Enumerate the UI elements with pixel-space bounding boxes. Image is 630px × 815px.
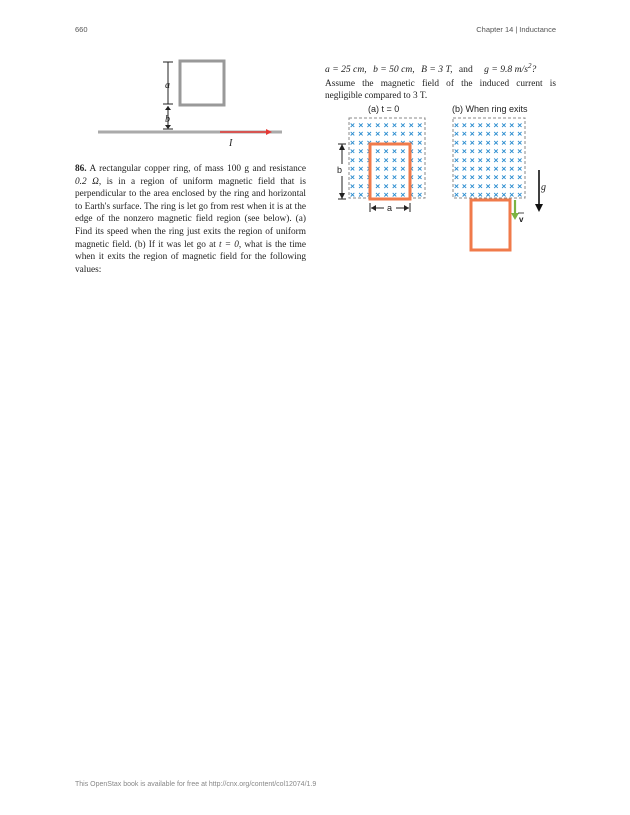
field-cross: ×: [469, 137, 475, 148]
value-g-group: [484, 62, 536, 75]
value-B: B = 3 T,: [421, 64, 453, 76]
field-cross: ×: [392, 180, 397, 191]
question-mark: ?: [531, 64, 537, 76]
field-cross: ×: [375, 172, 381, 183]
field-cross: ×: [408, 163, 414, 174]
field-cross: ×: [383, 172, 389, 183]
field-cross: ×: [417, 172, 423, 183]
field-cross: ×: [461, 146, 467, 157]
and-word: and: [458, 64, 473, 76]
field-cross: ×: [358, 154, 364, 165]
field-cross: ×: [400, 163, 406, 174]
field-cross: ×: [358, 163, 364, 174]
field-cross: ×: [501, 146, 507, 157]
field-cross: ×: [350, 128, 355, 139]
field-cross: ×: [461, 137, 467, 148]
field-cross: ×: [477, 172, 483, 183]
footer-note: This OpenStax book is available for free at http://cnx.org/content/col12074/1.9: [75, 781, 317, 788]
field-cross: ×: [517, 137, 523, 148]
field-cross: ×: [509, 180, 515, 191]
field-cross: ×: [408, 128, 414, 139]
page-number: 660: [75, 25, 88, 34]
field-cross: ×: [366, 146, 372, 157]
field-cross: ×: [493, 180, 499, 191]
field-cross: ×: [469, 146, 475, 157]
field-cross: ×: [383, 120, 389, 130]
field-cross: ×: [469, 120, 475, 130]
field-cross: ×: [358, 128, 364, 139]
field-cross: ×: [392, 128, 397, 139]
label-a: a: [165, 80, 170, 91]
field-cross: ×: [509, 146, 515, 157]
field-cross: ×: [400, 180, 406, 191]
label-b: b: [165, 114, 170, 125]
field-cross: ×: [493, 189, 499, 200]
field-cross: ×: [477, 180, 483, 191]
field-cross: ×: [350, 120, 355, 130]
field-cross: ×: [350, 189, 355, 200]
current-arrow-head: [266, 129, 272, 135]
field-cross: ×: [366, 137, 372, 148]
field-cross: ×: [375, 128, 381, 139]
field-cross: ×: [485, 146, 491, 157]
field-cross: ×: [350, 137, 355, 148]
field-cross: ×: [469, 128, 475, 139]
field-cross: ×: [461, 180, 467, 191]
field-cross: ×: [493, 163, 499, 174]
value-g: g = 9.8 m/s: [484, 64, 528, 76]
arrow-head: [339, 193, 345, 199]
assumption-text: Assume the magnetic field of the induced current is negligible compared to 3 T.: [325, 79, 556, 102]
field-cross: ×: [509, 163, 515, 174]
label-a: a: [387, 203, 393, 213]
field-cross: ×: [417, 180, 423, 191]
field-cross: ×: [383, 180, 389, 191]
field-cross: ×: [477, 189, 483, 200]
field-cross: ×: [517, 180, 523, 191]
field-cross: ×: [366, 189, 372, 200]
field-cross: ×: [366, 163, 372, 174]
field-cross: ×: [477, 146, 483, 157]
ring-field-figure: [330, 100, 556, 260]
field-cross: ×: [358, 120, 364, 130]
field-cross: ×: [358, 137, 364, 148]
field-cross: ×: [517, 146, 523, 157]
field-cross: ×: [417, 137, 423, 148]
field-cross: ×: [485, 172, 491, 183]
caption-a: (a) t = 0: [368, 104, 400, 114]
header-separator: |: [515, 25, 518, 34]
field-cross: ×: [400, 120, 406, 130]
field-cross: ×: [461, 154, 467, 165]
field-cross: ×: [375, 137, 381, 148]
arrow-head: [165, 106, 171, 110]
field-crosses-b: [454, 120, 522, 200]
field-cross: ×: [383, 154, 389, 165]
field-cross: ×: [517, 128, 523, 139]
field-cross: ×: [408, 180, 414, 191]
values-equation: [325, 62, 556, 75]
field-cross: ×: [383, 189, 389, 200]
field-cross: ×: [517, 163, 523, 174]
field-cross: ×: [485, 120, 491, 130]
field-cross: ×: [454, 128, 459, 139]
field-cross: ×: [400, 137, 406, 148]
field-cross: ×: [509, 120, 515, 130]
field-cross: ×: [383, 137, 389, 148]
field-cross: ×: [366, 180, 372, 191]
time-expression: t = 0: [218, 239, 239, 250]
field-cross: ×: [417, 163, 423, 174]
label-current: I: [229, 138, 233, 149]
field-cross: ×: [501, 180, 507, 191]
field-cross: ×: [400, 128, 406, 139]
field-cross: ×: [400, 146, 406, 157]
arrow-head: [404, 205, 409, 211]
field-cross: ×: [358, 146, 364, 157]
arrow-head: [165, 125, 171, 129]
field-cross: ×: [454, 163, 459, 174]
arrow-head: [371, 205, 376, 211]
field-cross: ×: [485, 128, 491, 139]
field-cross: ×: [366, 172, 372, 183]
field-cross: ×: [517, 189, 523, 200]
problem-86: [75, 163, 306, 276]
field-cross: ×: [350, 146, 355, 157]
field-cross: ×: [477, 163, 483, 174]
field-cross: ×: [501, 154, 507, 165]
value-a: a = 25 cm,: [325, 64, 367, 76]
field-cross: ×: [477, 154, 483, 165]
field-cross: ×: [350, 180, 355, 191]
field-cross: ×: [493, 154, 499, 165]
field-cross: ×: [477, 128, 483, 139]
field-cross: ×: [493, 128, 499, 139]
field-cross: ×: [469, 172, 475, 183]
field-cross: ×: [454, 180, 459, 191]
field-cross: ×: [383, 128, 389, 139]
copper-ring-b: [471, 200, 510, 250]
field-cross: ×: [375, 163, 381, 174]
field-cross: ×: [477, 120, 483, 130]
field-cross: ×: [469, 163, 475, 174]
field-cross: ×: [400, 154, 406, 165]
field-cross: ×: [454, 137, 459, 148]
field-cross: ×: [350, 163, 355, 174]
field-cross: ×: [454, 172, 459, 183]
field-cross: ×: [485, 180, 491, 191]
problem-text-3: , what is the time when it exits the region of magnetic field for the following values:: [75, 239, 307, 275]
problem-number: 86.: [75, 164, 87, 174]
field-cross: ×: [469, 180, 475, 191]
field-cross: ×: [501, 163, 507, 174]
field-cross: ×: [366, 154, 372, 165]
field-cross: ×: [383, 146, 389, 157]
field-cross: ×: [417, 120, 423, 130]
chapter-header: [476, 25, 556, 34]
loop-above-wire-figure: [90, 55, 290, 155]
field-cross: ×: [350, 154, 355, 165]
field-cross: ×: [517, 154, 523, 165]
field-cross: ×: [417, 154, 423, 165]
field-cross: ×: [400, 172, 406, 183]
field-cross: ×: [517, 172, 523, 183]
label-g: g: [541, 182, 546, 193]
field-cross: ×: [358, 189, 364, 200]
field-cross: ×: [375, 146, 381, 157]
label-b: b: [337, 165, 343, 175]
field-cross: ×: [375, 180, 381, 191]
field-cross: ×: [509, 128, 515, 139]
field-cross: ×: [485, 137, 491, 148]
value-b: b = 50 cm,: [373, 64, 415, 76]
square-loop: [180, 61, 224, 105]
field-cross: ×: [392, 137, 397, 148]
field-cross: ×: [454, 120, 459, 130]
arrow-head: [339, 144, 345, 150]
field-cross: ×: [408, 137, 414, 148]
field-cross: ×: [417, 146, 423, 157]
field-cross: ×: [392, 189, 397, 200]
field-cross: ×: [461, 128, 467, 139]
resistance-value: 0.2 Ω: [75, 176, 99, 187]
field-cross: ×: [493, 172, 499, 183]
field-cross: ×: [461, 172, 467, 183]
field-cross: ×: [501, 172, 507, 183]
field-cross: ×: [493, 137, 499, 148]
problem-text-1: A rectangular copper ring, of mass 100 g and resistance: [89, 164, 307, 174]
gravity-arrow-head: [535, 204, 543, 212]
field-cross: ×: [392, 120, 397, 130]
field-cross: ×: [461, 189, 467, 200]
chapter-title: Inductance: [519, 25, 556, 34]
label-v: v: [519, 215, 524, 224]
field-cross: ×: [469, 154, 475, 165]
field-cross: ×: [469, 189, 475, 200]
field-cross: ×: [454, 146, 459, 157]
field-cross: ×: [400, 189, 406, 200]
field-cross: ×: [509, 189, 515, 200]
field-cross: ×: [408, 172, 414, 183]
field-cross: ×: [408, 189, 414, 200]
field-cross: ×: [485, 189, 491, 200]
field-cross: ×: [493, 146, 499, 157]
field-cross: ×: [454, 189, 459, 200]
field-cross: ×: [392, 154, 397, 165]
field-cross: ×: [375, 189, 381, 200]
field-cross: ×: [392, 163, 397, 174]
field-cross: ×: [485, 163, 491, 174]
field-cross: ×: [417, 189, 423, 200]
value-g-exponent: 2: [527, 62, 532, 70]
field-cross: ×: [454, 154, 459, 165]
field-cross: ×: [350, 172, 355, 183]
field-cross: ×: [461, 163, 467, 174]
field-cross: ×: [417, 128, 423, 139]
field-cross: ×: [358, 172, 364, 183]
field-cross: ×: [509, 154, 515, 165]
field-cross: ×: [501, 189, 507, 200]
field-cross: ×: [375, 154, 381, 165]
field-cross: ×: [383, 163, 389, 174]
velocity-arrow-head: [511, 213, 519, 220]
field-cross: ×: [375, 120, 381, 130]
field-cross: ×: [509, 172, 515, 183]
field-cross: ×: [501, 120, 507, 130]
field-cross: ×: [408, 146, 414, 157]
field-cross: ×: [408, 120, 414, 130]
problem-text-2: , is in a region of uniform magnetic field that is perpendicular to the area enclosed by the ring and horizontal to Earth's surface. The ring is let go from rest when it is at the edge of the nonzero magnetic field region (see below). (a) Find its speed when the ring just exits the region of uniform magnetic field. (b) If it was let go at: [75, 176, 306, 250]
chapter-label: Chapter 14: [476, 25, 514, 34]
field-cross: ×: [392, 146, 397, 157]
caption-b: (b) When ring exits: [452, 104, 528, 114]
field-cross: ×: [408, 154, 414, 165]
field-cross: ×: [517, 120, 523, 130]
field-cross: ×: [366, 120, 372, 130]
field-cross: ×: [485, 154, 491, 165]
field-cross: ×: [509, 137, 515, 148]
field-cross: ×: [461, 120, 467, 130]
field-cross: ×: [501, 137, 507, 148]
field-cross: ×: [366, 128, 372, 139]
field-cross: ×: [358, 180, 364, 191]
field-cross: ×: [392, 172, 397, 183]
field-cross: ×: [477, 137, 483, 148]
field-cross: ×: [501, 128, 507, 139]
field-cross: ×: [493, 120, 499, 130]
